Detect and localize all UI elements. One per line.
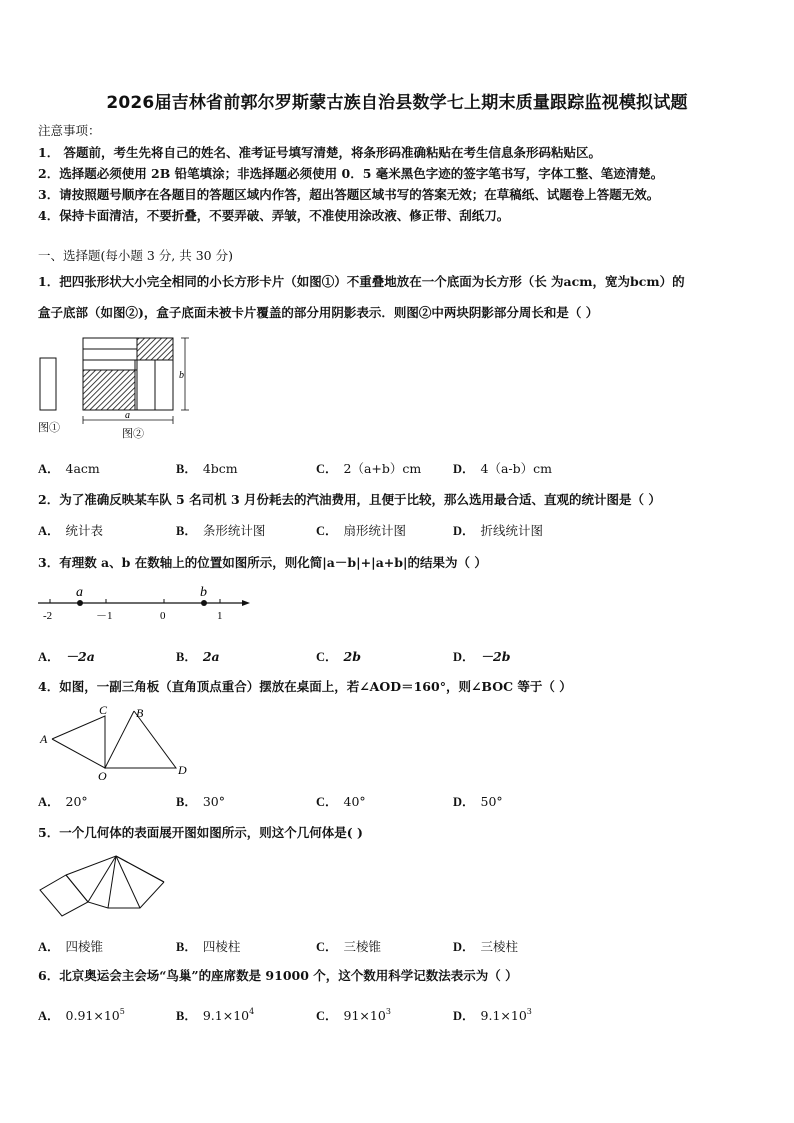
q6-option-b[interactable]: B． $9.1\times 10^4$ [176, 1007, 255, 1023]
note-item: 1． 答题前，考生先将自己的姓名、准考证号填写清楚，将条形码准确粘贴在考生信息条形码粘贴区。 [38, 145, 602, 160]
q4-option-c[interactable]: C． 40° [316, 794, 366, 809]
q6-option-a[interactable]: A． $0.91\times 10^5$ [38, 1007, 125, 1023]
fig2-label: 图② [122, 428, 144, 440]
note-item: 4．保持卡面清洁，不要折叠，不要弄破、弄皱，不准使用涂改液、修正带、刮纸刀。 [38, 208, 510, 223]
q3-option-c[interactable]: C． 2b [316, 649, 361, 664]
page-title: 2026届吉林省前郭尔罗斯蒙古族自治县数学七上期末质量跟踪监视模拟试题 [106, 93, 688, 113]
section-heading: 一、选择题(每小题 3 分, 共 30 分) [38, 248, 233, 263]
number-line [36, 582, 256, 626]
card-rect [40, 358, 56, 410]
q1-option-a[interactable]: A． 4acm [38, 461, 100, 476]
q5-option-a[interactable]: A． 四棱锥 [38, 939, 104, 954]
q6-option-c[interactable]: C． $91\times 10^3$ [316, 1007, 391, 1023]
point-label-o: O [98, 769, 107, 782]
point-label-b: B [136, 706, 144, 720]
point-a [77, 600, 83, 606]
q2-option-b[interactable]: B． 条形统计图 [176, 523, 266, 538]
q1-option-d[interactable]: D． 4（a-b）cm [453, 461, 553, 476]
tick-label: 1 [217, 610, 223, 622]
q2-option-a[interactable]: A． 统计表 [38, 523, 104, 538]
tick-label: -2 [43, 610, 53, 622]
q5-option-b[interactable]: B． 四棱柱 [176, 939, 241, 954]
q3-option-a[interactable]: A． －2a [38, 649, 95, 664]
point-label-d: D [178, 763, 187, 777]
note-item: 3．请按照题号顺序在各题目的答题区域内作答，超出答题区域书写的答案无效；在草稿纸、试题卷上答题无效。 [38, 187, 660, 202]
q1-figure [36, 333, 201, 441]
q2-option-c[interactable]: C． 扇形统计图 [316, 523, 407, 538]
point-b-label: b [200, 585, 207, 600]
q3-option-b[interactable]: B． 2a [176, 649, 220, 664]
point-label-a: A [40, 732, 48, 746]
q1-text-line2: 盒子底部（如图②)，盒子底面未被卡片覆盖的部分用阴影表示．则图②中两块阴影部分周长和是（ ） [38, 305, 599, 320]
q5-option-d[interactable]: D． 三棱柱 [453, 939, 519, 954]
shaded-region-top [137, 338, 173, 360]
q1-option-c[interactable]: C． 2（a+b）cm [316, 461, 422, 476]
q1-option-b[interactable]: B． 4bcm [176, 461, 238, 476]
a-dimension-label: a [125, 410, 130, 421]
q6-option-d[interactable]: D． $9.1\times 10^3$ [453, 1007, 532, 1023]
q4-triangles-figure [38, 702, 198, 782]
q4-option-d[interactable]: D． 50° [453, 794, 503, 809]
shaded-region-bottom [83, 370, 135, 410]
q2-option-d[interactable]: D． 折线统计图 [453, 523, 544, 538]
q2-text: 2．为了准确反映某车队 5 名司机 3 月份耗去的汽油费用，且便于比较，那么选用最合适、直观的统计图是（ ） [38, 492, 661, 507]
fig1-label: 图① [38, 422, 60, 434]
point-label-c: C [99, 703, 108, 717]
q6-text: 6．北京奥运会主会场“鸟巢”的座席数是 91000 个，这个数用科学记数法表示为（ ） [38, 968, 518, 983]
q5-option-c[interactable]: C． 三棱锥 [316, 939, 382, 954]
note-item: 2．选择题必须使用 2B 铅笔填涂；非选择题必须使用 0．5 毫米黑色字迹的签字笔书写，字体工整、笔迹清楚。 [38, 166, 664, 181]
tick-label: －1 [96, 610, 113, 622]
b-dimension-label: b [179, 370, 184, 381]
q3-option-d[interactable]: D． －2b [453, 649, 511, 664]
q4-option-a[interactable]: A． 20° [38, 794, 88, 809]
q4-option-b[interactable]: B． 30° [176, 794, 225, 809]
notes-heading: 注意事项： [38, 123, 101, 138]
point-b [201, 600, 207, 606]
q5-text: 5．一个几何体的表面展开图如图所示，则这个几何体是( ) [38, 825, 363, 840]
point-a-label: a [76, 585, 83, 600]
q1-text-line1: 1．把四张形状大小完全相同的小长方形卡片（如图①）不重叠地放在一个底面为长方形（长 为acm，宽为bcm）的 [38, 274, 685, 289]
q4-text: 4．如图，一副三角板（直角顶点重合）摆放在桌面上，若∠AOD＝160°，则∠BOC 等于（ ） [38, 679, 572, 694]
q3-text: 3．有理数 a、b 在数轴上的位置如图所示，则化简|a－b|+|a+b|的结果为（ ） [38, 555, 487, 570]
tick-label: 0 [160, 610, 166, 622]
q5-net-figure [36, 850, 168, 920]
